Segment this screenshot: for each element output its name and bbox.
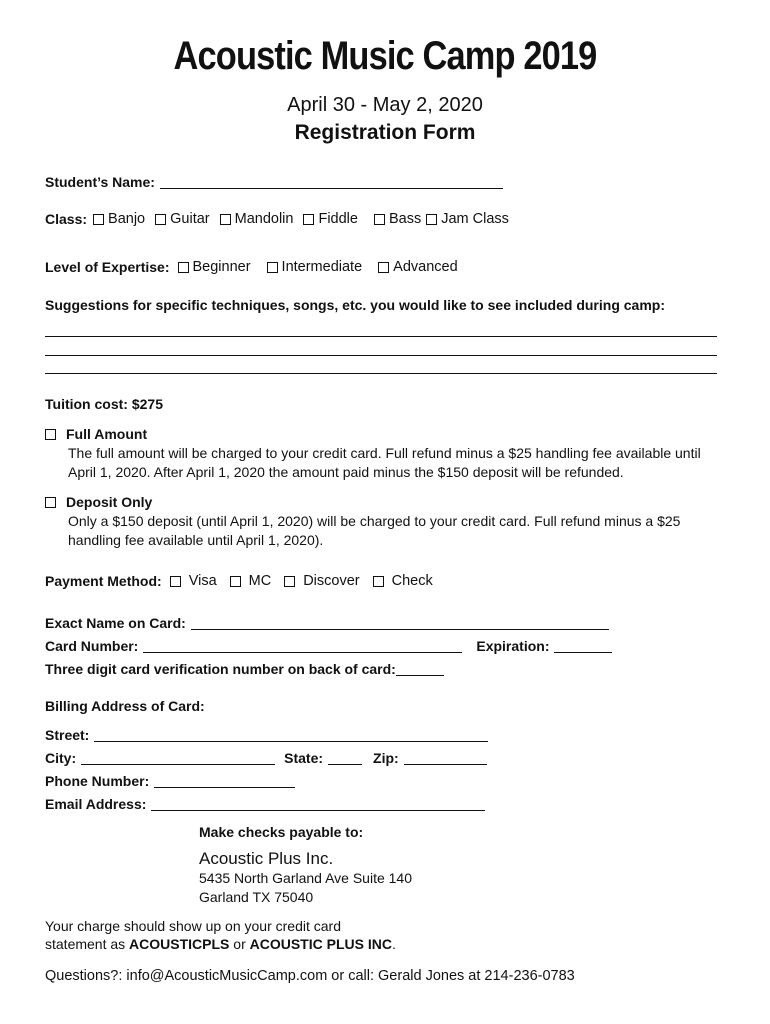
level-row [45, 259, 458, 275]
city-label: City: [45, 750, 77, 766]
level-label: Level of Expertise: [45, 259, 170, 275]
full-amount-text: The full amount will be charged to your credit card. Full refund minus a $25 handling fee available until April 1, 2020. After April 1, 2020 the amount paid minus the $150 deposit will be refunded. [68, 445, 701, 480]
checks-heading: Make checks payable to: [199, 824, 364, 840]
suggestions-line-2[interactable] [45, 355, 717, 356]
guitar-checkbox[interactable] [155, 214, 166, 225]
statement-prefix: statement as [45, 936, 130, 952]
statement-line-2 [45, 936, 396, 952]
guitar-label: Guitar [170, 211, 210, 227]
suggestions-row [45, 297, 665, 313]
visa-checkbox[interactable] [170, 576, 181, 587]
company-address-2: Garland TX 75040 [199, 889, 314, 905]
form-title: Registration Form [294, 121, 476, 144]
discover-label: Discover [303, 573, 360, 589]
banjo-label: Banjo [108, 211, 146, 227]
deposit-checkbox[interactable] [45, 497, 56, 508]
deposit-text: Only a $150 deposit (until April 1, 2020) will be charged to your credit card. Full refund minus a $25 handling fee available until April 1, 2020). [68, 513, 681, 548]
visa-label: Visa [188, 573, 217, 589]
street-field[interactable] [94, 728, 488, 742]
statement-name-1: ACOUSTICPLS [129, 936, 230, 952]
jam-class-checkbox[interactable] [426, 214, 437, 225]
street-row [45, 727, 488, 743]
phone-label: Phone Number: [45, 773, 150, 789]
check-label: Check [391, 573, 433, 589]
cvv-field[interactable] [396, 662, 444, 676]
email-row [45, 796, 485, 812]
full-amount-checkbox[interactable] [45, 429, 56, 440]
city-field[interactable] [81, 751, 275, 765]
jam-class-label: Jam Class [441, 211, 509, 227]
banjo-checkbox[interactable] [93, 214, 104, 225]
billing-heading-row [45, 698, 205, 714]
state-label: State: [284, 750, 324, 766]
card-name-label: Exact Name on Card: [45, 615, 186, 631]
intermediate-label: Intermediate [281, 259, 363, 275]
student-name-row [45, 174, 503, 190]
card-name-row [45, 615, 609, 631]
suggestions-line-1[interactable] [45, 336, 717, 337]
card-number-row [45, 638, 612, 654]
full-amount-option [45, 426, 147, 442]
cvv-label: Three digit card verification number on back of card: [45, 661, 396, 677]
questions-footer: Questions?: info@AcousticMusicCamp.com or call: Gerald Jones at 214-236-0783 [45, 968, 575, 984]
deposit-option [45, 494, 152, 510]
phone-row [45, 773, 295, 789]
full-amount-label: Full Amount [66, 426, 148, 442]
intermediate-checkbox[interactable] [267, 262, 278, 273]
check-checkbox[interactable] [373, 576, 384, 587]
city-state-zip-row [45, 750, 487, 766]
mandolin-checkbox[interactable] [220, 214, 231, 225]
student-name-field[interactable] [160, 175, 503, 189]
street-label: Street: [45, 727, 90, 743]
card-name-field[interactable] [191, 616, 609, 630]
statement-end: . [391, 936, 396, 952]
zip-field[interactable] [404, 751, 487, 765]
billing-heading: Billing Address of Card: [45, 698, 205, 714]
fiddle-checkbox[interactable] [303, 214, 314, 225]
company-address-1: 5435 North Garland Ave Suite 140 [199, 870, 413, 886]
company-name: Acoustic Plus Inc. [199, 849, 334, 868]
statement-or: or [229, 936, 250, 952]
zip-label: Zip: [373, 750, 399, 766]
cvv-row [45, 661, 444, 677]
class-row [45, 211, 509, 227]
discover-checkbox[interactable] [284, 576, 295, 587]
tuition-row [45, 396, 163, 412]
deposit-label: Deposit Only [66, 494, 153, 510]
fiddle-label: Fiddle [318, 211, 358, 227]
suggestions-label: Suggestions for specific techniques, songs, etc. you would like to see included during camp: [45, 297, 665, 313]
email-label: Email Address: [45, 796, 147, 812]
camp-dates: April 30 - May 2, 2020 [287, 94, 483, 116]
beginner-label: Beginner [192, 259, 251, 275]
student-name-label: Student’s Name: [45, 174, 155, 190]
statement-line-1: Your charge should show up on your credit card [45, 918, 341, 934]
page-title: Acoustic Music Camp 2019 [173, 34, 597, 78]
advanced-label: Advanced [393, 259, 458, 275]
statement-name-2: ACOUSTIC PLUS INC [249, 936, 392, 952]
card-number-label: Card Number: [45, 638, 139, 654]
payment-label: Payment Method: [45, 573, 162, 589]
state-field[interactable] [328, 751, 362, 765]
expiration-label: Expiration: [476, 638, 550, 654]
mandolin-label: Mandolin [234, 211, 294, 227]
bass-label: Bass [388, 211, 422, 227]
expiration-field[interactable] [554, 639, 612, 653]
beginner-checkbox[interactable] [178, 262, 189, 273]
phone-field[interactable] [154, 774, 295, 788]
card-number-field[interactable] [143, 639, 462, 653]
mc-label: MC [248, 573, 272, 589]
suggestions-line-3[interactable] [45, 373, 717, 374]
bass-checkbox[interactable] [374, 214, 385, 225]
email-field[interactable] [151, 797, 485, 811]
advanced-checkbox[interactable] [378, 262, 389, 273]
mc-checkbox[interactable] [230, 576, 241, 587]
class-label: Class: [45, 211, 88, 227]
payment-row [45, 573, 433, 589]
tuition-label: Tuition cost: $275 [45, 396, 163, 412]
